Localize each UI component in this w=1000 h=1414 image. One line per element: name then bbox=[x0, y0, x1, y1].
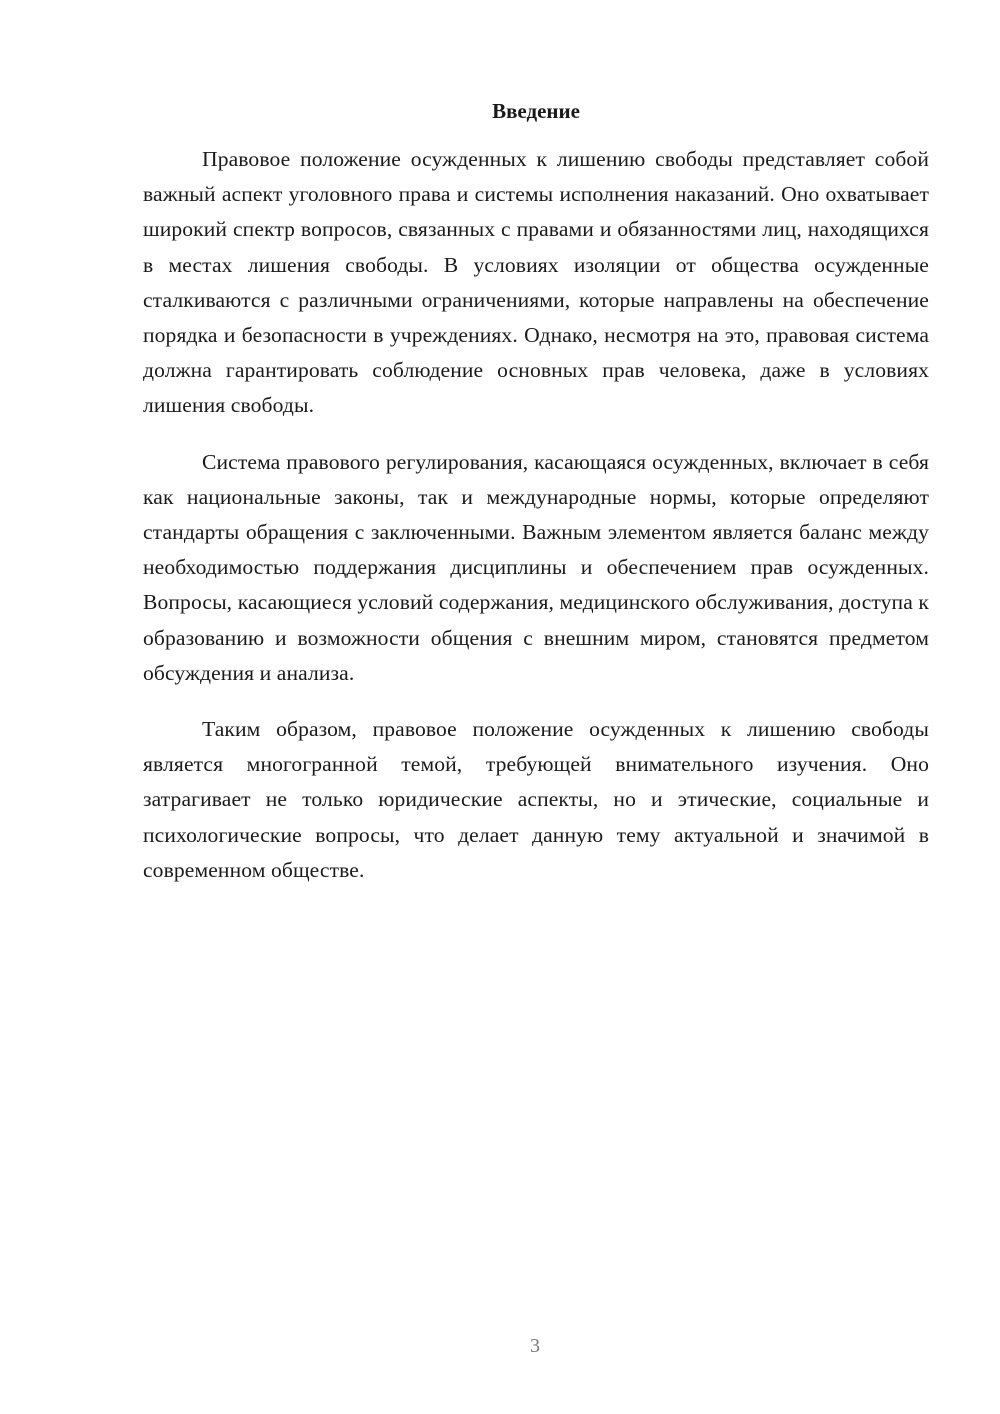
paragraph-1: Правовое положение осужденных к лишению свободы представляет собой важный аспект уголовного права и системы исполнения наказаний. Оно охватывает широкий спектр вопросов, связанных с правами и обязанностями лиц, находящихся в местах лишения свободы. В условиях изоляции от общества осужденные сталкиваются с различными ограничениями, которые направлены на обеспечение порядка и безопасности в учреждениях. Однако, несмотря на это, правовая система должна гарантировать соблюдение основных прав человека, даже в условиях лишения свободы. bbox=[143, 147, 929, 418]
paragraph-2: Система правового регулирования, касающаяся осужденных, включает в себя как национальные законы, так и международные нормы, которые определяют стандарты обращения с заключенными. Важным элементом является баланс между необходимостью поддержания дисциплины и обеспечением прав осужденных. Вопросы, касающиеся условий содержания, медицинского обслуживания, доступа к образованию и возможности общения с внешним миром, становятся предметом обсуждения и анализа. bbox=[143, 449, 929, 685]
document-body bbox=[143, 142, 929, 909]
page-title: Введение bbox=[492, 99, 580, 123]
page-number: 3 bbox=[530, 1335, 540, 1357]
paragraph-3: Таким образом, правовое положение осужденных к лишению свободы является многогранной темой, требующей внимательного изучения. Оно затрагивает не только юридические аспекты, но и этические, социальные и психологические вопросы, что делает данную тему актуальной и значимой в современном обществе. bbox=[143, 717, 929, 882]
